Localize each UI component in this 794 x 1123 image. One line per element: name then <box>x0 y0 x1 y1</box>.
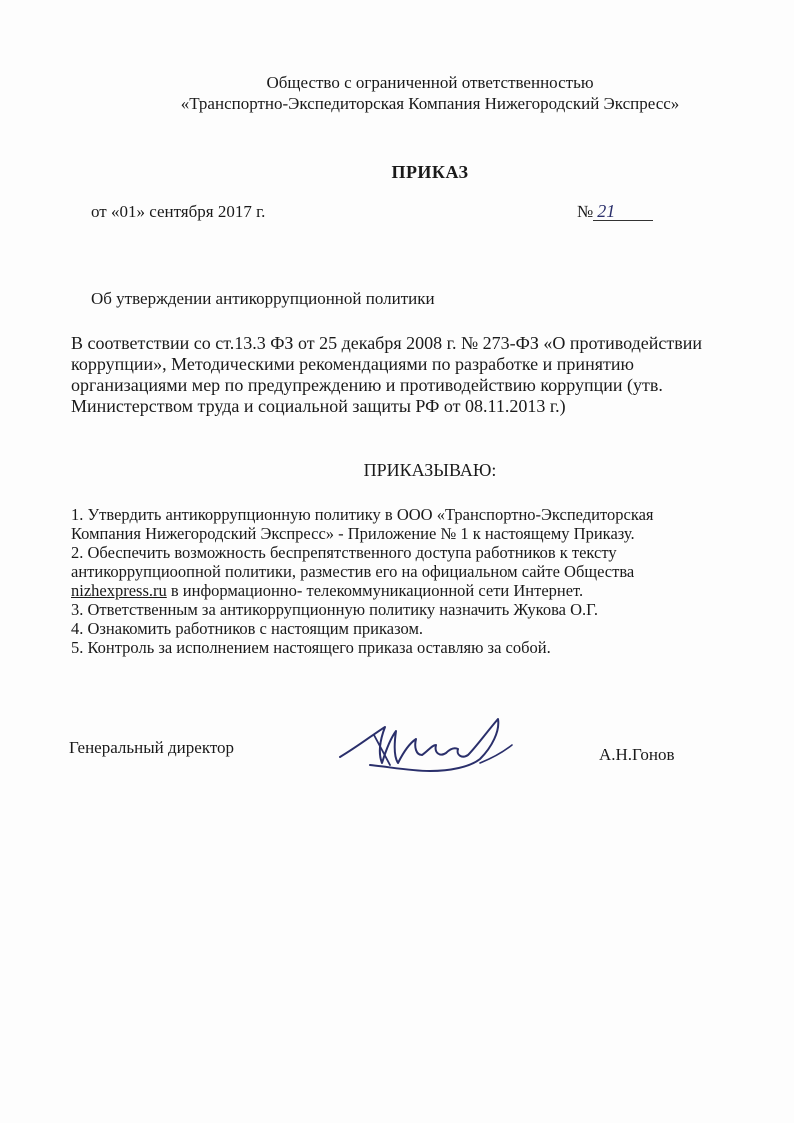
order-number <box>577 202 653 222</box>
item-2-line: антикоррупциоопной политики, разместив его на официальном сайте Общества <box>71 562 635 581</box>
preamble-line: организациями мер по предупреждению и противодействию коррупции (утв. <box>71 375 663 395</box>
website-link[interactable]: nizhexpress.ru <box>71 581 167 600</box>
item-1-line: Компания Нижегородский Экспресс» - Приложение № 1 к настоящему Приказу. <box>71 524 635 543</box>
preamble-line: Министерством труда и социальной защиты РФ от 08.11.2013 г.) <box>71 396 566 416</box>
item-3-line: 3. Ответственным за антикоррупционную политику назначить Жукова О.Г. <box>71 600 598 619</box>
preamble-line: коррупции», Методическими рекомендациями по разработке и принятию <box>71 354 634 374</box>
preamble-line: В соответствии со ст.13.3 ФЗ от 25 декабря 2008 г. № 273-ФЗ «О противодействии <box>71 333 703 353</box>
item-2-line: 2. Обеспечить возможность беспрепятственного доступа работников к тексту <box>71 543 617 562</box>
signatory-position: Генеральный директор <box>69 738 235 757</box>
order-date: от «01» сентября 2017 г. <box>91 202 266 221</box>
order-subject: Об утверждении антикоррупционной политики <box>91 289 435 308</box>
item-2-line-rest: в информационно- телекоммуникационной сети Интернет. <box>166 581 584 600</box>
item-4-line: 4. Ознакомить работников с настоящим приказом. <box>71 619 424 638</box>
preamble <box>71 333 761 417</box>
order-directive-word: ПРИКАЗЫВАЮ: <box>363 460 497 480</box>
org-name-line2: «Транспортно-Экспедиторская Компания Нижегородский Экспресс» <box>180 94 680 113</box>
org-name-line1: Общество с ограниченной ответственностью <box>266 73 594 92</box>
item-1-line: 1. Утвердить антикоррупционную политику в ООО «Транспортно-Экспедиторская <box>71 505 654 524</box>
signatory-name: А.Н.Гонов <box>599 745 675 764</box>
item-5-line: 5. Контроль за исполнением настоящего приказа оставляю за собой. <box>71 638 551 657</box>
document-title: ПРИКАЗ <box>391 162 469 182</box>
item-2-line <box>71 581 739 600</box>
handwritten-signature <box>330 705 530 785</box>
order-items <box>71 505 739 657</box>
order-number-value: 21 <box>593 203 653 221</box>
order-number-label: № <box>577 202 594 221</box>
